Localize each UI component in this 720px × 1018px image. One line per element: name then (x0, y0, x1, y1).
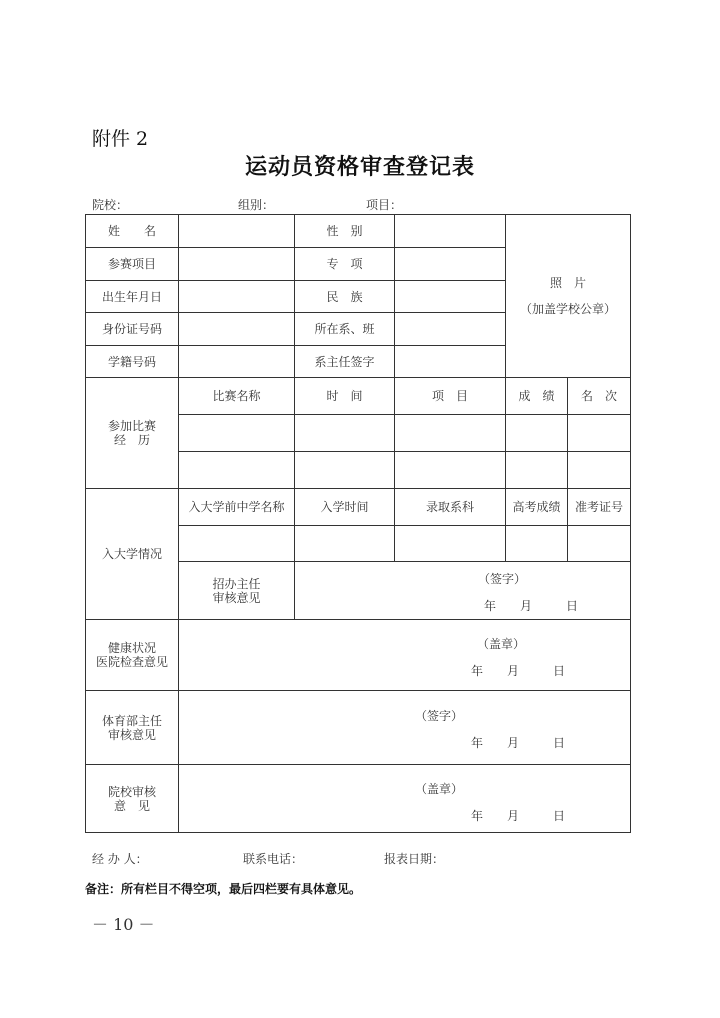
competition-cell[interactable] (179, 415, 295, 452)
school-review-date-line: 年 月 日 (471, 809, 566, 823)
gender-label: 性 别 (295, 215, 395, 248)
admission-cell[interactable] (295, 526, 395, 562)
director-sign-value-cell[interactable] (395, 346, 506, 378)
pe-opinion[interactable] (179, 691, 631, 765)
competition-label-line1: 参加比赛 (107, 419, 156, 433)
admission-office-line2: 审核意见 (212, 590, 261, 605)
school-review-opinion[interactable] (179, 765, 631, 833)
competition-header-name: 比赛名称 (179, 378, 295, 415)
gender-value-cell[interactable] (395, 215, 506, 248)
student-number-value-cell[interactable] (179, 346, 295, 378)
ethnicity-label: 民 族 (295, 281, 395, 313)
admission-header-ticket: 准考证号 (568, 489, 631, 526)
name-value-cell[interactable] (179, 215, 295, 248)
event-label: 参赛项目 (86, 248, 179, 281)
id-number-label: 身份证号码 (86, 313, 179, 346)
admission-sign-label: （签字） (478, 572, 527, 586)
competition-cell[interactable] (295, 415, 395, 452)
competition-cell[interactable] (568, 415, 631, 452)
ethnicity-value-cell[interactable] (395, 281, 506, 313)
pe-date-line: 年 月 日 (471, 736, 566, 750)
admission-header-dept: 录取系科 (395, 489, 506, 526)
admission-cell[interactable] (506, 526, 568, 562)
competition-cell[interactable] (295, 452, 395, 489)
birth-value-cell[interactable] (179, 281, 295, 313)
pe-label-line1: 体育部主任 (101, 713, 162, 728)
student-number-label: 学籍号码 (86, 346, 179, 378)
school-review-line2: 意 见 (113, 798, 150, 813)
competition-header-time: 时 间 (295, 378, 395, 415)
competition-cell[interactable] (568, 452, 631, 489)
health-label-line1: 健康状况 (107, 641, 156, 655)
school-field-label: 院校： (92, 198, 129, 212)
competition-header-event: 项 目 (395, 378, 506, 415)
competition-cell[interactable] (506, 452, 568, 489)
health-label (86, 620, 179, 691)
admission-date-line: 年 月 日 (484, 599, 579, 613)
attachment-label: 附件 2 (92, 128, 149, 150)
competition-header-rank: 名 次 (568, 378, 631, 415)
health-stamp-label: （盖章） (477, 637, 526, 651)
photo-cell[interactable] (506, 215, 631, 378)
school-review-stamp-label: （盖章） (415, 782, 464, 796)
department-label: 所在系、班 (295, 313, 395, 346)
admission-cell[interactable] (568, 526, 631, 562)
school-review-line1: 院校审核 (107, 784, 156, 799)
birth-label: 出生年月日 (86, 281, 179, 313)
event-field-label: 项目： (366, 198, 403, 212)
competition-label (86, 378, 179, 489)
pe-sign-label: （签字） (415, 709, 464, 723)
competition-cell[interactable] (395, 452, 506, 489)
form-title: 运动员资格审查登记表 (244, 154, 475, 180)
admission-header-school: 入大学前中学名称 (179, 489, 295, 526)
department-value-cell[interactable] (395, 313, 506, 346)
competition-cell[interactable] (506, 415, 568, 452)
health-label-line2: 医院检查意见 (95, 655, 168, 669)
admission-header-score: 高考成绩 (506, 489, 568, 526)
pe-label (86, 691, 179, 765)
pe-label-line2: 审核意见 (107, 727, 156, 742)
school-review-label (86, 765, 179, 833)
health-date-line: 年 月 日 (471, 664, 566, 678)
footnote: 备注：所有栏目不得空项，最后四栏要有具体意见。 (85, 882, 362, 896)
admission-cell[interactable] (395, 526, 506, 562)
admission-label: 入大学情况 (86, 489, 179, 620)
photo-label: 照 片 (550, 276, 587, 290)
event-value-cell[interactable] (179, 248, 295, 281)
admission-header-time: 入学时间 (295, 489, 395, 526)
admission-cell[interactable] (179, 526, 295, 562)
admission-office-line1: 招办主任 (212, 576, 261, 591)
registration-table (85, 214, 631, 833)
director-sign-label: 系主任签字 (295, 346, 395, 378)
competition-cell[interactable] (179, 452, 295, 489)
competition-label-line2: 经 历 (113, 433, 150, 447)
specialty-label: 专 项 (295, 248, 395, 281)
admission-office-opinion[interactable] (295, 562, 631, 620)
page-number: － 10 － (92, 915, 155, 934)
id-number-value-cell[interactable] (179, 313, 295, 346)
health-opinion[interactable] (179, 620, 631, 691)
phone-label: 联系电话： (243, 852, 304, 866)
report-date-label: 报表日期： (384, 852, 445, 866)
specialty-value-cell[interactable] (395, 248, 506, 281)
competition-header-score: 成 绩 (506, 378, 568, 415)
admission-office-label (179, 562, 295, 620)
photo-stamp-note: （加盖学校公章） (520, 302, 617, 316)
group-field-label: 组别： (238, 198, 275, 212)
handler-label: 经 办 人： (92, 852, 148, 866)
competition-cell[interactable] (395, 415, 506, 452)
name-label: 姓 名 (86, 215, 179, 248)
